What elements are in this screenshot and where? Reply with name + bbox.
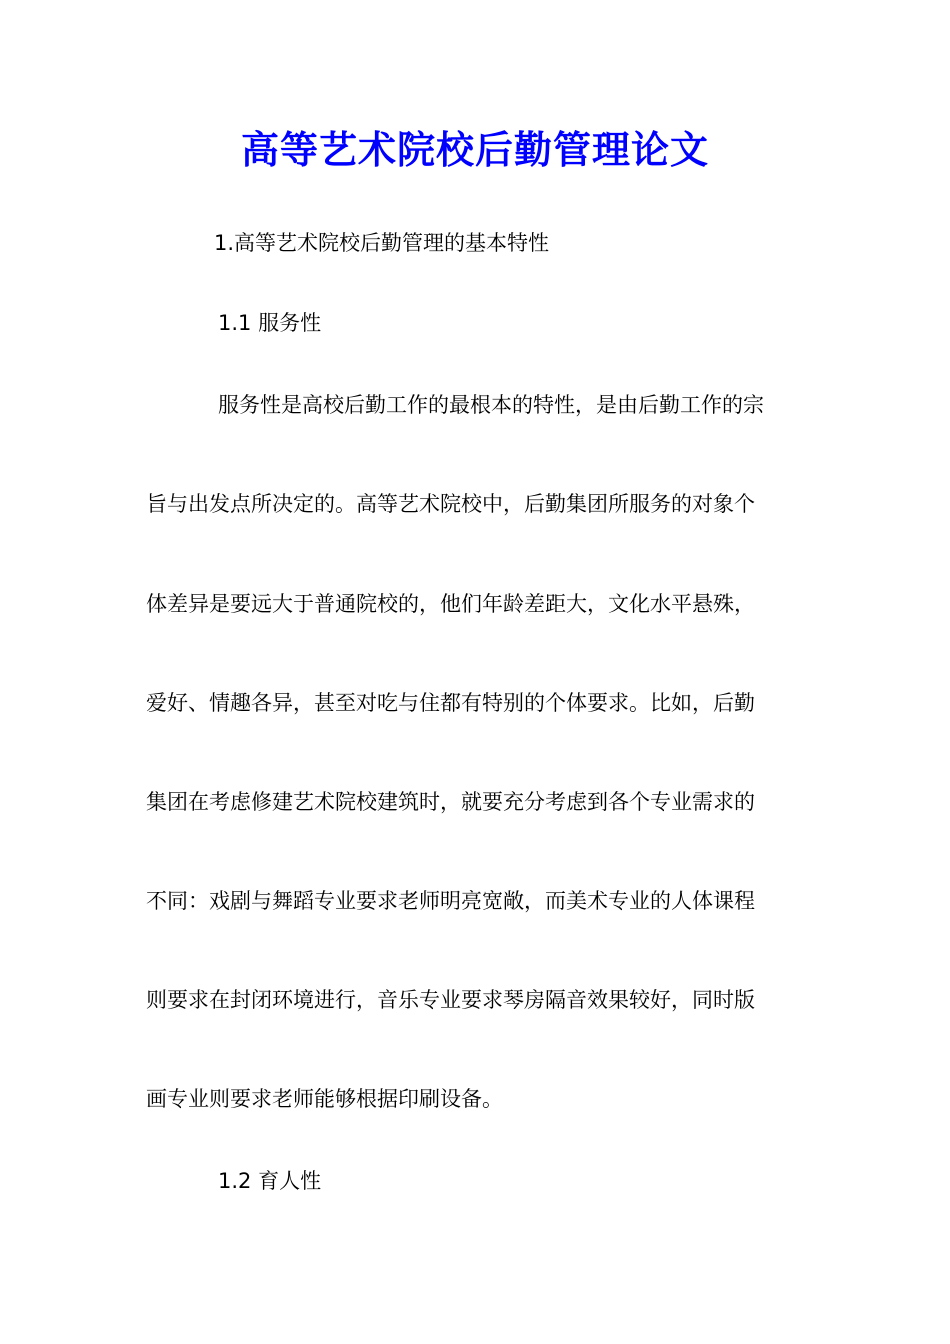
section-1-1-heading: 1.1 服务性 [218,311,322,335]
paragraph-line: 则要求在封闭环境进行，音乐专业要求琴房隔音效果较好，同时版 [146,988,755,1012]
paragraph-line: 不同：戏剧与舞蹈专业要求老师明亮宽敞，而美术专业的人体课程 [146,889,755,913]
section-1-2-heading: 1.2 育人性 [218,1169,322,1193]
paragraph-line: 旨与出发点所决定的。高等艺术院校中，后勤集团所服务的对象个 [146,492,755,516]
paragraph-line: 画专业则要求老师能够根据印刷设备。 [146,1087,503,1111]
paragraph-line: 集团在考虑修建艺术院校建筑时，就要充分考虑到各个专业需求的 [146,790,755,814]
paragraph-line: 体差异是要远大于普通院校的，他们年龄差距大，文化水平悬殊， [146,592,755,616]
paragraph-line: 服务性是高校后勤工作的最根本的特性，是由后勤工作的宗 [218,393,764,417]
paragraph-line: 爱好、情趣各异，甚至对吃与住都有特别的个体要求。比如，后勤 [146,691,755,715]
document-title: 高等艺术院校后勤管理论文 [240,127,709,172]
section-1-heading: 1.高等艺术院校后勤管理的基本特性 [214,231,550,255]
